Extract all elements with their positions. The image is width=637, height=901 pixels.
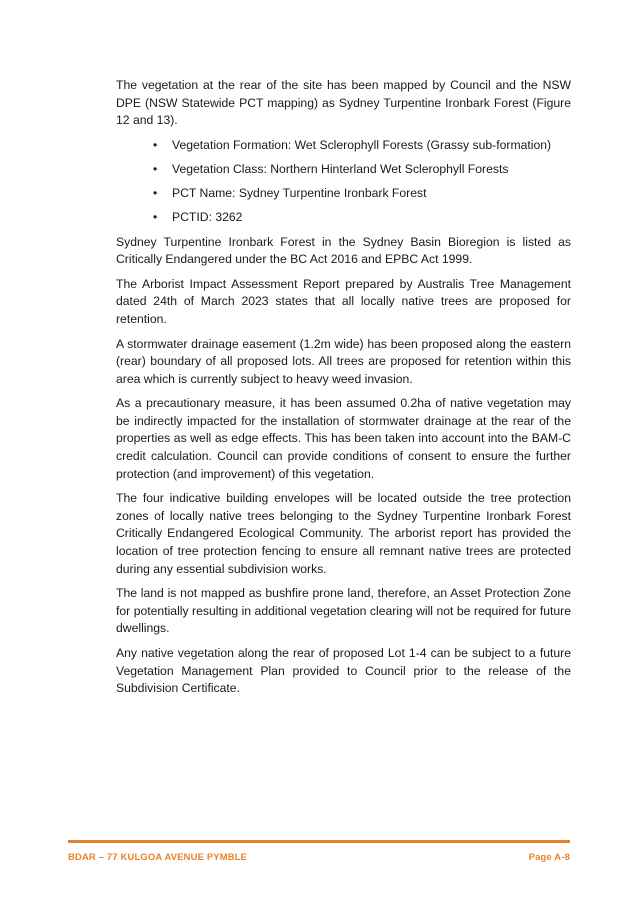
paragraph: Any native vegetation along the rear of proposed Lot 1-4 can be subject to a future Vegetation Management Plan provided to Council prior to the release of the Subdivision Certificate. [116,646,571,696]
footer-page-number: Page A-8 [528,851,570,862]
footer-divider [68,840,570,843]
paragraph: The four indicative building envelopes will be located outside the tree protection zones of locally native trees belonging to the Sydney Turpentine Ironbark Forest Critically Endangered Ecological Community. The arborist report has provided the location of tree protection fencing to ensure all remnant native trees are protected during any essential subdivision works. [116,491,571,576]
list-item [153,137,571,155]
paragraph: The land is not mapped as bushfire prone land, therefore, an Asset Protection Zone for potentially resulting in additional vegetation clearing will not be required for future dwellings. [116,586,571,636]
paragraph: Sydney Turpentine Ironbark Forest in the Sydney Basin Bioregion is listed as Critically Endangered under the BC Act 2016 and EPBC Act 1999. [116,234,571,267]
bullet-icon: • [153,137,158,152]
list-item-text: PCTID: 3262 [172,210,243,225]
list-item [153,161,571,179]
list-item [153,185,571,203]
paragraph: A stormwater drainage easement (1.2m wide) has been proposed along the eastern (rear) boundary of all proposed lots. All trees are proposed for retention within this area which is currently subject to heavy weed invasion. [116,336,571,386]
page-footer [68,851,570,862]
list-item-text: Vegetation Formation: Wet Sclerophyll Forests (Grassy sub-formation) [172,137,552,152]
body-text [116,77,571,705]
vegetation-list [116,137,571,227]
intro-paragraph: The vegetation at the rear of the site has been mapped by Council and the NSW DPE (NSW Statewide PCT mapping) as Sydney Turpentine Ironbark Forest (Figure 12 and 13). [116,78,571,128]
bullet-icon: • [153,210,158,225]
footer-document-title: BDAR – 77 KULGOA AVENUE PYMBLE [68,851,248,862]
list-item-text: Vegetation Class: Northern Hinterland Wet Sclerophyll Forests [172,161,509,176]
bullet-icon: • [153,186,158,201]
paragraph: The Arborist Impact Assessment Report prepared by Australis Tree Management dated 24th of March 2023 states that all locally native trees are proposed for retention. [116,276,571,326]
list-item [153,209,571,227]
bullet-icon: • [153,161,158,176]
list-item-text: PCT Name: Sydney Turpentine Ironbark Forest [172,186,427,201]
paragraph: As a precautionary measure, it has been assumed 0.2ha of native vegetation may be indirectly impacted for the installation of stormwater drainage at the rear of the properties as well as edge effects. This has been taken into account into the BAM-C credit calculation. Council can provide conditions of consent to ensure the further protection (and improvement) of this vegetation. [116,396,571,481]
